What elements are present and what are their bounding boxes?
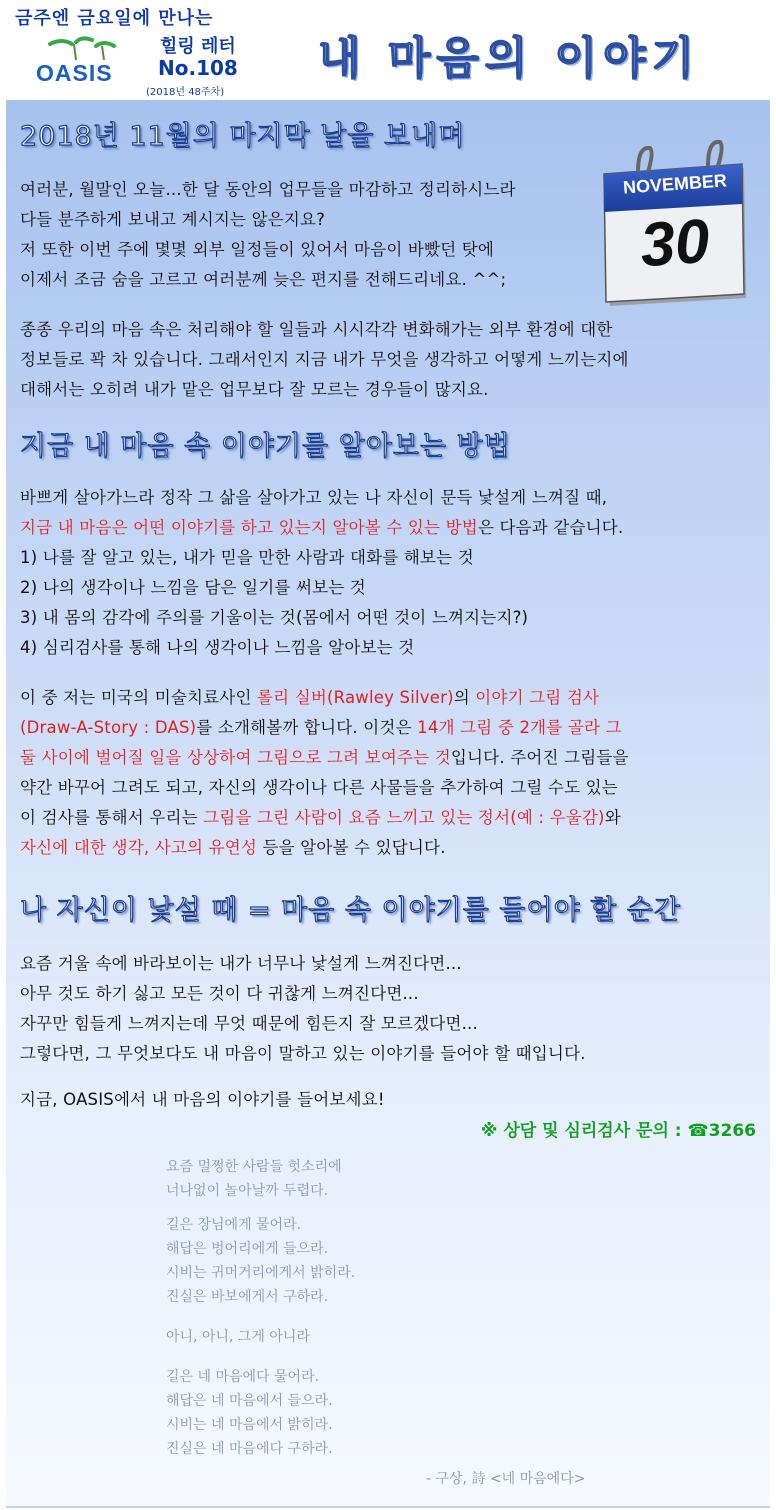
s2-item-2: 2) 나의 생각이나 느낌을 담은 일기를 써보는 것 [20,578,366,597]
s1-para2-line3: 대해서는 오히려 내가 맡은 업무보다 잘 모르는 경우들이 많지요. [20,380,489,399]
poem-line: 요즘 멀쩡한 사람들 헛소리에 [166,1159,342,1175]
das-line6 [20,834,446,858]
s1-para1-line2: 다들 분주하게 보내고 계시지는 않은지요? [20,210,326,229]
s2-intro-line1: 바쁘게 살아가느라 정작 그 삶을 살아가고 있는 나 자신이 문득 낯설게 느껴질 때, [20,488,608,507]
s2-item-1: 1) 나를 잘 알고 있는, 내가 믿을 만한 사람과 대화를 해보는 것 [20,548,474,567]
content-panel [6,100,770,1508]
poem-line: 아니, 아니, 그게 아니라 [166,1329,310,1345]
das-line2 [20,714,622,738]
calendar-day: 30 [638,206,712,281]
s1-para1-line1: 여러분, 월말인 오늘...한 달 동안의 업무들을 마감하고 정리하시느라 [20,180,516,199]
poem-line: 진실은 바보에게서 구하라. [166,1289,329,1305]
s3-closing: 지금, OASIS에서 내 마음의 이야기를 들어보세요! [20,1090,385,1109]
issue-number: No.108 [158,56,238,80]
header-subtitle: 힐링 레터 [160,36,236,57]
poem-line: 시비는 귀머거리에게서 밝히라. [166,1265,356,1281]
issue-week: (2018년 48주차) [146,87,225,98]
das-l2c: 14개 그림 중 2개를 골라 그 [417,718,622,737]
header-tagline: 금주엔 금요일에 만나는 [15,8,214,29]
das-l3b: 입니다. 주어진 그림들을 [450,748,629,767]
das-l1d: 이야기 그림 검사 [475,688,600,707]
s3-line1: 요즘 거울 속에 바라보이는 내가 너무나 낯설게 느껴진다면... [20,954,462,973]
s3-line4: 그렇다면, 그 무엇보다도 내 마음이 말하고 있는 이야기를 들어야 할 때입니다. [20,1044,586,1063]
das-l2a: (Draw-A-Story : DAS) [20,718,197,737]
s2-intro-highlight: 지금 내 마음은 어떤 이야기를 하고 있는지 알아볼 수 있는 방법 [20,518,478,537]
calendar-month: NOVEMBER [622,170,728,198]
das-l1c: 의 [453,688,476,707]
poem-line: 길은 장님에게 물어라. [166,1217,302,1233]
s3-line2: 아무 것도 하기 싫고 모든 것이 다 귀찮게 느껴진다면... [20,984,419,1003]
s2-intro-rest: 은 다음과 같습니다. [477,518,624,537]
s1-para1-line3: 저 또한 이번 주에 몇몇 외부 일정들이 있어서 마음이 바빴던 탓에 [20,240,495,259]
section-title-3: 나 자신이 낯설 때 = 마음 속 이야기를 들어야 할 순간 [20,895,682,926]
s2-item-3: 3) 내 몸의 감각에 주의를 기울이는 것(몸에서 어떤 것이 느껴지는지?) [20,608,529,627]
das-l5c: 와 [604,808,621,827]
s2-intro-line2 [20,514,623,538]
s3-line3: 자꾸만 힘들게 느껴지는데 무엇 때문에 힘든지 잘 모르겠다면... [20,1014,478,1033]
das-l3a: 둘 사이에 벌어질 일을 상상하여 그림으로 그려 보여주는 것 [20,748,451,767]
s1-para2-line1: 종종 우리의 마음 속은 처리해야 할 일들과 시시각각 변화해가는 외부 환경에 대한 [20,320,613,339]
newsletter-title: 내 마음의 이야기 [318,33,701,84]
calendar-icon [594,138,750,308]
section-title-1: 2018년 11월의 마지막 날을 보내며 [20,121,466,152]
das-l1b: 롤리 실버(Rawley Silver) [257,688,454,707]
poem-line: 시비는 네 마음에서 밝히라. [166,1417,333,1433]
s2-item-4: 4) 심리검사를 통해 나의 생각이나 느낌을 알아보는 것 [20,638,415,657]
contact-info: ※ 상담 및 심리검사 문의 : ☎3266 [480,1121,756,1141]
s1-para2-line2: 정보들로 꽉 차 있습니다. 그래서인지 지금 내가 무엇을 생각하고 어떻게 느끼는지에 [20,350,629,369]
poem-line: 진실은 네 마음에다 구하라. [166,1441,333,1457]
das-line4: 약간 바꾸어 그려도 되고, 자신의 생각이나 다른 사물들을 추가하여 그릴 수도 있는 [20,778,618,797]
das-l5a: 이 검사를 통해서 우리는 [20,808,204,827]
poem-line: 해답은 네 마음에서 들으라. [166,1393,333,1409]
das-l6a: 자신에 대한 생각, 사고의 유연성 [20,838,258,857]
das-l2b: 를 소개해볼까 합니다. 이것은 [196,718,418,737]
oasis-logo [32,38,142,94]
das-l6b: 등을 알아볼 수 있답니다. [257,838,446,857]
poem-source: - 구상, 詩 <네 마음에다> [426,1471,586,1487]
section-title-2: 지금 내 마음 속 이야기를 알아보는 방법 [20,431,511,462]
poem-line: 해답은 벙어리에게 들으라. [166,1241,329,1257]
poem-line: 길은 네 마음에다 물어라. [166,1369,320,1385]
poem-line: 너나없이 놀아날까 두렵다. [166,1183,329,1199]
das-line1 [20,684,599,708]
s1-para1-line4: 이제서 조금 숨을 고르고 여러분께 늦은 편지를 전해드리네요. ^^; [20,270,507,289]
letter-header [0,0,776,100]
das-l1a: 이 중 저는 미국의 미술치료사인 [20,688,258,707]
logo-text: OASIS [36,60,113,86]
das-l5b: 그림을 그린 사람이 요즘 느끼고 있는 정서(예 : 우울감) [203,808,605,827]
das-line3 [20,744,629,768]
das-line5 [20,804,621,828]
